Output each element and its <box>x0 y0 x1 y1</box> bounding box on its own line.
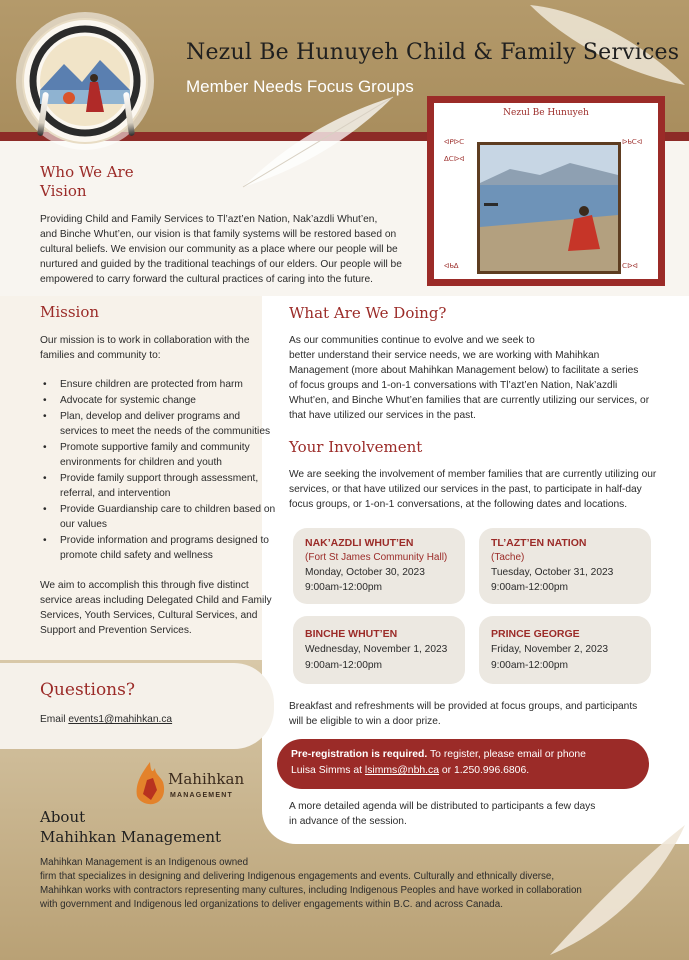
syllabics-glyph-icon: ᐃᑕᐅᐊ <box>444 155 465 163</box>
refreshments-note <box>289 699 659 729</box>
session-location: BINCHE WHUT’EN <box>305 628 398 640</box>
paragraph-line: of focus groups and 1-on-1 conversations with Tl’azt’en Nation, Nak’azdli <box>289 380 618 391</box>
paragraph-line: Mahihkan works with contractors representing many cultures, including Indigenous Peoples and have worked in collaboration <box>40 885 582 896</box>
session-card-tlazten <box>479 528 651 604</box>
page-title: Nezul Be Hunuyeh Child & Family Services <box>186 40 680 65</box>
paragraph-line: As our communities continue to evolve and we seek to <box>289 335 535 346</box>
session-location: TL’AZT’EN NATION <box>491 537 587 549</box>
prereg-phone: or 1.250.996.6806. <box>439 765 530 776</box>
about-heading: About <box>40 808 86 826</box>
mission-closing-line: Support and Prevention Services. <box>40 625 192 636</box>
vision-line: nurtured and guided by the traditional teachings of our elders. Our people will be <box>40 259 402 270</box>
who-we-are-heading: Who We Are <box>40 163 134 181</box>
paragraph-line: that have utilized our services in the past. <box>289 410 476 421</box>
list-item: • Promote supportive family and community environments for children and youth <box>40 440 278 470</box>
vision-heading: Vision <box>40 182 87 200</box>
session-location: NAK’AZDLI WHUT’EN <box>305 537 414 549</box>
agenda-note <box>289 799 659 829</box>
session-time: 9:00am-12:00pm <box>305 660 383 671</box>
session-date: Tuesday, October 31, 2023 <box>491 567 614 578</box>
paragraph-line: Whut’en, and Binche Whut’en families that are currently utilizing our services, or <box>289 395 650 406</box>
mission-closing-line: We aim to accomplish this through five distinct <box>40 580 249 591</box>
prereg-line1 <box>291 749 586 760</box>
feather-decoration-icon <box>238 92 398 192</box>
what-are-we-doing-heading: What Are We Doing? <box>289 304 447 322</box>
paragraph-line: Management (more about Mahihkan Management below) to facilitate a series <box>289 365 639 376</box>
syllabics-glyph-icon: ᐊᑭᐅᑕ <box>444 138 465 146</box>
mission-heading: Mission <box>40 303 100 321</box>
your-involvement-heading: Your Involvement <box>289 438 423 456</box>
list-item: • Provide Guardianship care to children based on our values <box>40 502 278 532</box>
vision-line: and Binche Whut’en, our vision is that family systems will be restored based on <box>40 229 397 240</box>
session-date: Wednesday, November 1, 2023 <box>305 644 448 655</box>
vision-line: cultural beliefs. We envision our community as a place where our people will be <box>40 244 398 255</box>
paragraph-line: in advance of the session. <box>289 816 407 827</box>
involvement-paragraph <box>289 467 664 512</box>
questions-heading: Questions? <box>40 680 135 700</box>
syllabics-glyph-icon: ᐊᑲᐃ <box>444 262 459 270</box>
paragraph-line: firm that specializes in designing and delivering Indigenous engagements and events. Culturally and ethnically diverse, <box>40 871 555 882</box>
prereg-email-link[interactable]: lsimms@nbh.ca <box>364 765 439 776</box>
wolf-flame-logo-icon <box>133 760 167 806</box>
questions-email-line <box>40 712 172 727</box>
mission-list <box>40 377 278 564</box>
vision-line: Providing Child and Family Services to Tl’azt’en Nation, Nak’azdli Whut’en, <box>40 214 378 225</box>
paragraph-line: better understand their service needs, we are working with Mahihkan <box>289 350 600 361</box>
list-item: • Ensure children are protected from harm <box>40 377 278 392</box>
mahihkan-logo-text: Mahihkan <box>168 770 245 788</box>
what-are-we-doing-paragraph <box>289 333 659 423</box>
page-subtitle: Member Needs Focus Groups <box>186 77 414 96</box>
mission-intro-line: Our mission is to work in collaboration with the <box>40 335 250 346</box>
prereg-text: To register, please email or phone <box>427 749 586 760</box>
about-heading-company: Mahihkan Management <box>40 828 222 846</box>
session-location: PRINCE GEORGE <box>491 628 580 640</box>
preregistration-banner <box>277 739 649 789</box>
mission-intro-line: families and community to: <box>40 350 161 361</box>
vision-line: empowered to carry forward the cultural practices of caring into the future. <box>40 274 373 285</box>
list-item: • Provide family support through assessment, referral, and intervention <box>40 471 278 501</box>
paragraph-line: We are seeking the involvement of member families that are currently utilizing our <box>289 469 657 480</box>
paragraph-line: services, or that have utilized our services in the past, to participate in half-day <box>289 484 642 495</box>
session-card-nakazdli <box>293 528 465 604</box>
mission-closing <box>40 578 285 638</box>
about-paragraph <box>40 856 670 912</box>
mission-intro <box>40 333 280 363</box>
syllabics-glyph-icon: ᐅᑲᑕᐊ <box>622 138 643 146</box>
questions-panel <box>0 663 274 749</box>
list-item: • Plan, develop and deliver programs and services to meet the needs of the communities <box>40 409 278 439</box>
paragraph-line: focus groups, or 1-on-1 conversations, at the following dates and locations. <box>289 499 628 510</box>
paragraph-line: with government and Indigenous led organizations to deliver engagements within B.C. and across Canada. <box>40 899 503 910</box>
paragraph-line: Mahihkan Management is an Indigenous owned <box>40 857 249 868</box>
photo-wooden-frame <box>477 142 621 274</box>
photo-caption: Nezul Be Hunuyeh <box>503 108 589 118</box>
session-time: 9:00am-12:00pm <box>491 582 569 593</box>
questions-email-link[interactable]: events1@mahihkan.ca <box>68 714 173 725</box>
paragraph-line: Breakfast and refreshments will be provided at focus groups, and participants <box>289 701 638 712</box>
session-date: Friday, November 2, 2023 <box>491 644 609 655</box>
prereg-text: Luisa Simms at <box>291 765 365 776</box>
paragraph-line: will be eligible to win a door prize. <box>289 716 441 727</box>
session-venue: (Fort St James Community Hall) <box>305 552 448 563</box>
list-item: • Provide information and programs designed to promote child safety and wellness <box>40 533 278 563</box>
list-item: • Advocate for systemic change <box>40 393 278 408</box>
email-label: Email <box>40 714 69 725</box>
session-time: 9:00am-12:00pm <box>305 582 383 593</box>
prereg-bold: Pre-registration is required. <box>291 749 428 760</box>
session-time: 9:00am-12:00pm <box>491 660 569 671</box>
session-card-binche <box>293 616 465 684</box>
paragraph-line: A more detailed agenda will be distributed to participants a few days <box>289 801 596 812</box>
vision-paragraph <box>40 212 420 287</box>
session-card-prince-george <box>479 616 651 684</box>
mission-closing-line: Services, Youth Services, Cultural Services, and <box>40 610 258 621</box>
syllabics-glyph-icon: ᑕᐅᐊ <box>622 262 638 270</box>
mission-closing-line: service areas including Delegated Child and Family <box>40 595 272 606</box>
prereg-line2 <box>291 765 529 776</box>
mahihkan-logo-subtext: MANAGEMENT <box>170 792 233 799</box>
session-date: Monday, October 30, 2023 <box>305 567 425 578</box>
session-venue: (Tache) <box>491 552 525 563</box>
